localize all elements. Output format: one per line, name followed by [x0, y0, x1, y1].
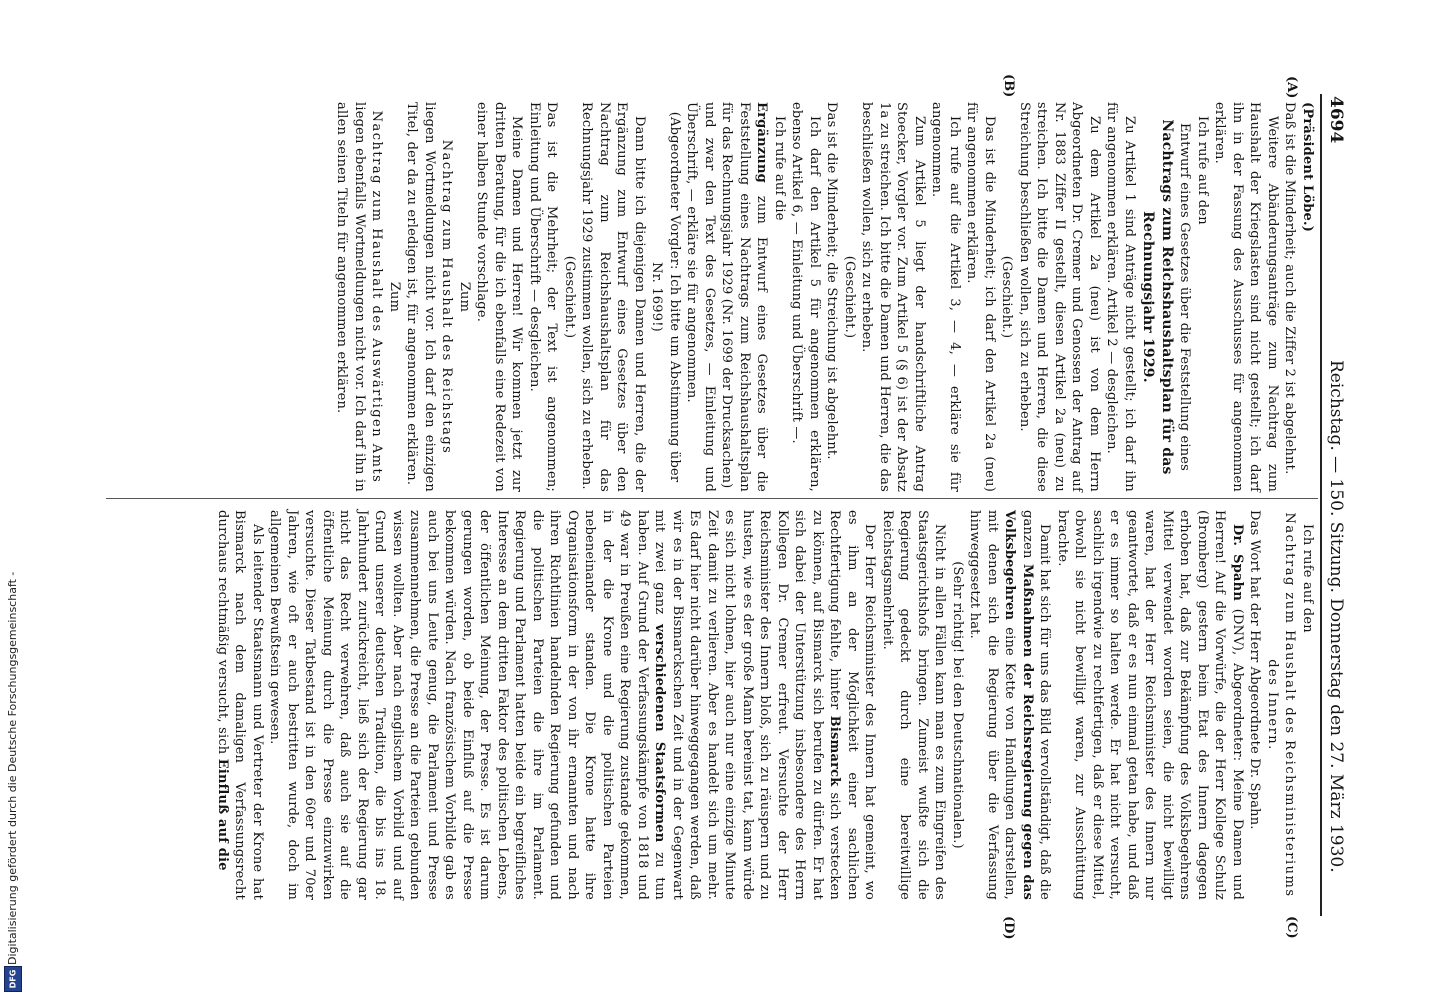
paragraph: Zum Artikel 5 liegt der handschriftliche Antrag Stoecker, Vorgler vor. Zum Artikel 5 (§ 6) ist der Absatz 1a zu streichen. Ich bitte die Damen und Herren, die das beschließen wollen, sich zu erheben. [859, 102, 927, 492]
paragraph: Ich rufe auf die [772, 116, 787, 221]
page-number: 4694 [1326, 96, 1346, 144]
interjection: (Abgeordneter Vorgler: Ich bitte um Abstimmung über Nr. 1699!) [649, 111, 682, 483]
paragraph: Das ist die Minderheit; ich darf den Artikel 2a (neu) für angenommen erklären. [964, 102, 997, 492]
emphasis: Bismarck [827, 715, 843, 787]
paragraph: liegen ebenfalls Wortmeldungen nicht vor. Ich darf ihn in allen seinen Titeln für angenommen erklären. [334, 102, 367, 492]
text-run: sich verstecken zu können, auf Bismarck sich berufen zu dürfen. Er hat sich dabei der Unterstützung insbesondere des Herrn Kollegen Dr. Cremer erfreut. Versuchte der Herr Reichsminister des Innern bloß, sich zu räuspern und zu husten, wie es der große Mann bereinst tat, kann würde es sich nicht lohnen, hier auch nur eine einzige Minute Zeit damit zu verlieren. Aber es handelt sich um mehr. Es darf hier nicht darüber hinweggegangen werden, daß wir es in der Bismarckschen Zeit und in der Gegenwart mit zwei ganz [652, 510, 843, 900]
speaker-name: Dr. Spahn [1230, 524, 1245, 601]
paragraph: Zu dem Artikel 2a (neu) ist von dem Herrn Abgeordneten Dr. Cremer und Genossen der Antrag auf Nr. 1883 Ziffer II gestellt, diesen Artikel 2a (neu) zu streichen. Ich bitte die Damen und Herren, die diese Streichung beschließen wollen, sich zu erheben. [1017, 102, 1102, 492]
right-column [214, 510, 1317, 900]
paragraph: Nicht in allen Fällen kann man es zum Eingreifen des Staatsgerichtshofs bringen. Zumeist wußte sich die Regierung gedeckt durch eine bereitwillige Reichstagsmehrheit. [880, 510, 948, 900]
agenda-item-title: Nachtrag zum Haushalt des Reichsministeriums des Innern. [1265, 512, 1298, 898]
paragraph: Das Wort hat der Herr Abgeordnete Dr. Spahn. [1247, 510, 1263, 830]
emphasis: Maßnahmen der Reichsregierung gegen das Volksbegehren [1002, 510, 1035, 900]
paragraph: Weitere Abänderungsanträge zum Nachtrag zum Haushalt der Kriegslasten sind nicht gestellt; ich darf ihn in der Fassung des Ausschusses für angenommen erklären. [1212, 102, 1280, 492]
paragraph: Zum [387, 281, 402, 313]
margin-marker-a: (A) [1284, 76, 1299, 99]
interjection: (Geschieht.) [842, 255, 857, 339]
dfg-logo-text: DFG [8, 969, 18, 989]
paragraph: Das ist die Mehrheit; der Text ist angenommen; Einleitung und Überschrift — desgleichen. [527, 102, 560, 492]
paragraph: und zwar den Text des Gesetzes, — Einleitung und Überschrift, — erkläre sie für angenommen. [684, 102, 717, 492]
paragraph: Dann bitte ich diejenigen Damen und Herren, die der Ergänzung zum Entwurf eines Gesetzes über den Nachtrag zum Reichshaushaltsplan für das Rechnungsjahr 1929 zustimmen wollen, sich zu erheben. [579, 102, 647, 492]
margin-marker-c: (C) [1284, 916, 1299, 939]
text-run: Damit hat sich für uns das Bild vervollständigt, daß die ganzen [1020, 510, 1053, 900]
interjection: (Sehr richtig! bei den Deutschnationalen.) [950, 561, 965, 849]
paragraph: Entwurf eines Gesetzes über die Feststellung eines [1177, 122, 1193, 472]
paragraph: Meine Damen und Herren! Wir kommen jetzt zur dritten Beratung, für die ich ebenfalls eine Redezeit von einer halben Stunde vorschlage. [474, 102, 525, 492]
paragraph: liegen Wortmeldungen nicht vor. Ich darf den einzigen Titel, der da zu erledigen ist, für angenommen erklären. [404, 102, 437, 492]
emphasis: verschiedenen Staatsformen [652, 624, 668, 843]
paragraph [266, 510, 879, 900]
paragraph [1054, 510, 1247, 900]
paragraph: Daß ist die Minderheit; auch die Ziffer 2 ist abgelehnt. [1282, 102, 1298, 475]
paragraph: Zu Artikel 1 sind Anträge nicht gestellt; ich darf ihn für angenommen erklären. Artikel 2 — desgleichen. [1104, 102, 1137, 492]
paragraph: Ich rufe auf den [1300, 524, 1315, 633]
left-column [333, 102, 1316, 492]
text-run: zum Entwurf eines Gesetzes über die Feststellung eines Nachtrags zum Reichshaushaltsplan für das Rechnungsjahr 1929 (Nr. 1699 der Drucksachen) [719, 102, 770, 492]
paragraph: Ich darf den Artikel 5 für angenommen erklären, ebenso Artikel 6, — Einleitung und Überschrift —. [789, 102, 822, 492]
paragraph [966, 510, 1054, 900]
column-divider [106, 498, 1318, 499]
digitization-credit: Digitalisierung gefördert durch die Deutsche Forschungsgemeinschaft - [6, 571, 19, 965]
agenda-item-title: Nachtrag zum Haushalt des Auswärtigen Amts [369, 110, 385, 484]
text-run: Der Herr Reichsminister des Innern hat gemeint, wo es ihm an der Möglichkeit einer sachlichen Rechtfertigung fehlte, hinter [827, 510, 878, 900]
paragraph: Ich rufe auf die Artikel 3, — 4, — erkläre sie für angenommen. [929, 102, 962, 492]
agenda-item-title: Nachtrag zum Haushalt des Reichstags [439, 139, 455, 455]
page-title: Reichstag. — 150. Sitzung. Donnerstag den 27. März 1930. [1326, 360, 1346, 873]
text-run: (DNV), Abgeordneter: Meine Damen und Herren! Auf die Vorwürfe, die der Herr Kollege Schulz (Bromberg) gestern beim Etat des Innern dagegen erhoben hat, daß zur Bekämpfung des Volksbegehrens Mittel verwendet worden seien, die nicht bewilligt waren, hat der Herr Reichsminister des Innern nur geantwortet, daß er es nun einmal getan habe, und daß er es immer so halten werde. Er hat nicht versucht, sachlich irgendwie zu rechtfertigen, daß er diese Mittel, obwohl sie nicht bewilligt waren, zur Ausschüttung brachte. [1055, 510, 1245, 900]
agenda-item-title: Nachtrags zum Reichshaushaltsplan für das Rechnungsjahr 1929. [1140, 119, 1175, 475]
paragraph: Ich rufe auf den [1195, 116, 1210, 225]
speaker-label: (Präsident Löbe.) [1300, 102, 1315, 233]
paragraph [718, 102, 771, 492]
margin-marker-d: (D) [1001, 916, 1016, 940]
emphasis: Ergänzung [754, 102, 770, 183]
paragraph [214, 510, 267, 900]
text-run: Als leitender Staatsmann und Vertreter der Krone hat Bismarck nach dem damaligen Verfassungsrecht durchaus rechtmäßig versucht, sich [215, 510, 265, 900]
paragraph: Das ist die Minderheit; die Streichung ist abgelehnt. [824, 102, 840, 460]
text-run: eine Kette von Handlungen darstellen, mit denen sich die Regierung über die Verfassung hinweggesetzt hat. [967, 510, 1018, 900]
interjection: (Geschieht.) [562, 255, 577, 339]
emphasis: Einfluß auf die [215, 758, 230, 871]
header-rule [1320, 94, 1322, 916]
interjection: (Geschieht.) [999, 255, 1015, 339]
margin-marker-b: (B) [1001, 74, 1016, 98]
text-run: zu tun haben. Auf Grund der Verfassungskämpfe von 1818 und 49 war in Preußen eine Regierung zustande gekommen, in der die Krone und die politischen Parteien nebeneinander standen. Die Krone hatte ihre Organisationsform in der von ihr ernannten und nach ihren Richtlinien handelnden Regierung gefunden und die politischen Parteien die ihre im Parlament. Regierung und Parlament hatten beide ein begreifliches Interesse an dem dritten Faktor des politischen Lebens, der öffentlichen Meinung, der Presse. Es ist darum gerungen worden, ob beide Einfluß auf die Presse bekommen würden. Nach französischem Vorbilde gab es auch bei uns Leute genug, die Parlament und Presse zusammennehmen, die Presse an die Parteien gebunden wissen wollten. Aber nach englischem Vorbild und auf Grund unserer deutschen Tradition, die bis ins 18. Jahrhundert zurückreicht, ließ sich der Regierung gar nicht das Recht verwehren, daß auch sie auf die öffentliche Meinung durch die Presse einzuwirken versuchte. Dieser Tatbestand ist in den 60er und 70er Jahren, wie oft er auch bestritten wurde, doch im allgemeinen Bewußtsein gewesen. [267, 510, 668, 900]
paragraph: Zum [457, 281, 472, 313]
